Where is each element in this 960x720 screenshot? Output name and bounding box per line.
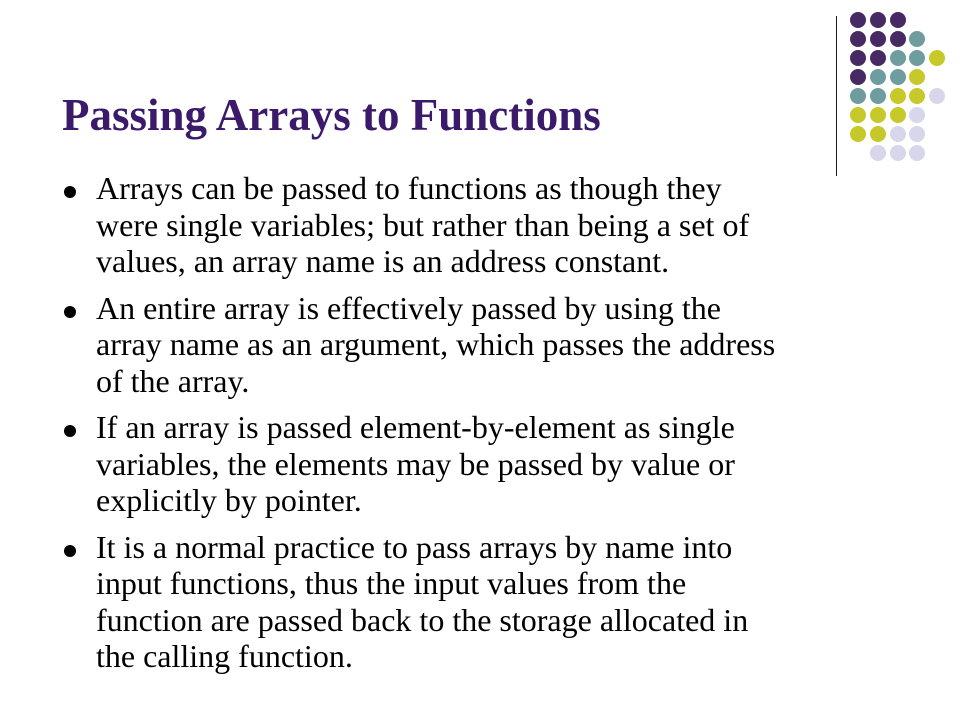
bullet-text-line: An entire array is effectively passed by using the — [96, 289, 721, 326]
decor-dot — [850, 69, 866, 85]
bullet-list — [58, 170, 898, 685]
decor-dot — [850, 12, 866, 28]
decor-dot — [890, 12, 906, 28]
bullet-text-line: If an array is passed element-by-element as single — [96, 409, 735, 445]
decor-dot — [850, 31, 866, 47]
bullet-text-line: Arrays can be passed to functions as though they — [96, 170, 722, 206]
bullet-text-line: explicitly by pointer. — [96, 482, 362, 518]
decor-dot — [850, 126, 866, 142]
bullet-text-line: the calling function. — [96, 638, 353, 674]
decor-dot — [909, 107, 925, 123]
decor-dot — [909, 88, 925, 104]
decor-dot — [909, 69, 925, 85]
decor-dot — [929, 88, 945, 104]
bullet-text-line: of the array. — [96, 362, 250, 399]
decor-dot — [909, 50, 925, 66]
decor-dot — [870, 50, 886, 66]
decor-dot — [870, 88, 886, 104]
bullet-dot-icon — [64, 425, 76, 437]
decor-dot — [909, 31, 925, 47]
decor-dot — [890, 145, 906, 161]
bullet-text-line: It is a normal practice to pass arrays by name into — [96, 528, 733, 565]
bullet-dot-icon — [64, 545, 76, 557]
decor-dot — [890, 88, 906, 104]
decor-dot — [890, 31, 906, 47]
bullet-text-line: array name as an argument, which passes the address — [96, 326, 776, 362]
decor-dot — [850, 50, 866, 66]
decor-dot — [890, 107, 906, 123]
vertical-divider — [836, 16, 837, 176]
bullet-item — [58, 290, 898, 400]
decor-dot — [929, 50, 945, 66]
bullet-item — [58, 409, 898, 519]
decor-dot — [890, 50, 906, 66]
decor-dot — [850, 107, 866, 123]
slide-title: Passing Arrays to Functions — [62, 90, 601, 140]
bullet-text-line: values, an array name is an address constant. — [96, 243, 670, 279]
bullet-text-line: input functions, thus the input values from the — [96, 565, 687, 601]
decor-dot — [890, 126, 906, 142]
bullet-item — [58, 170, 898, 280]
decor-dot — [870, 12, 886, 28]
bullet-text-line: variables, the elements may be passed by value or — [96, 445, 735, 482]
decor-dot — [870, 126, 886, 142]
decor-dot — [870, 69, 886, 85]
bullet-text-line: were single variables; but rather than being a set of — [96, 206, 750, 243]
bullet-dot-icon — [64, 306, 76, 318]
decor-dot — [909, 145, 925, 161]
bullet-item — [58, 529, 898, 675]
decor-dot — [909, 126, 925, 142]
bullet-text-line: function are passed back to the storage allocated in — [96, 601, 749, 638]
decor-dot — [850, 88, 866, 104]
decor-dot — [870, 145, 886, 161]
decor-dot — [890, 69, 906, 85]
decor-dot — [870, 107, 886, 123]
decor-dot — [870, 31, 886, 47]
bullet-dot-icon — [64, 186, 76, 198]
